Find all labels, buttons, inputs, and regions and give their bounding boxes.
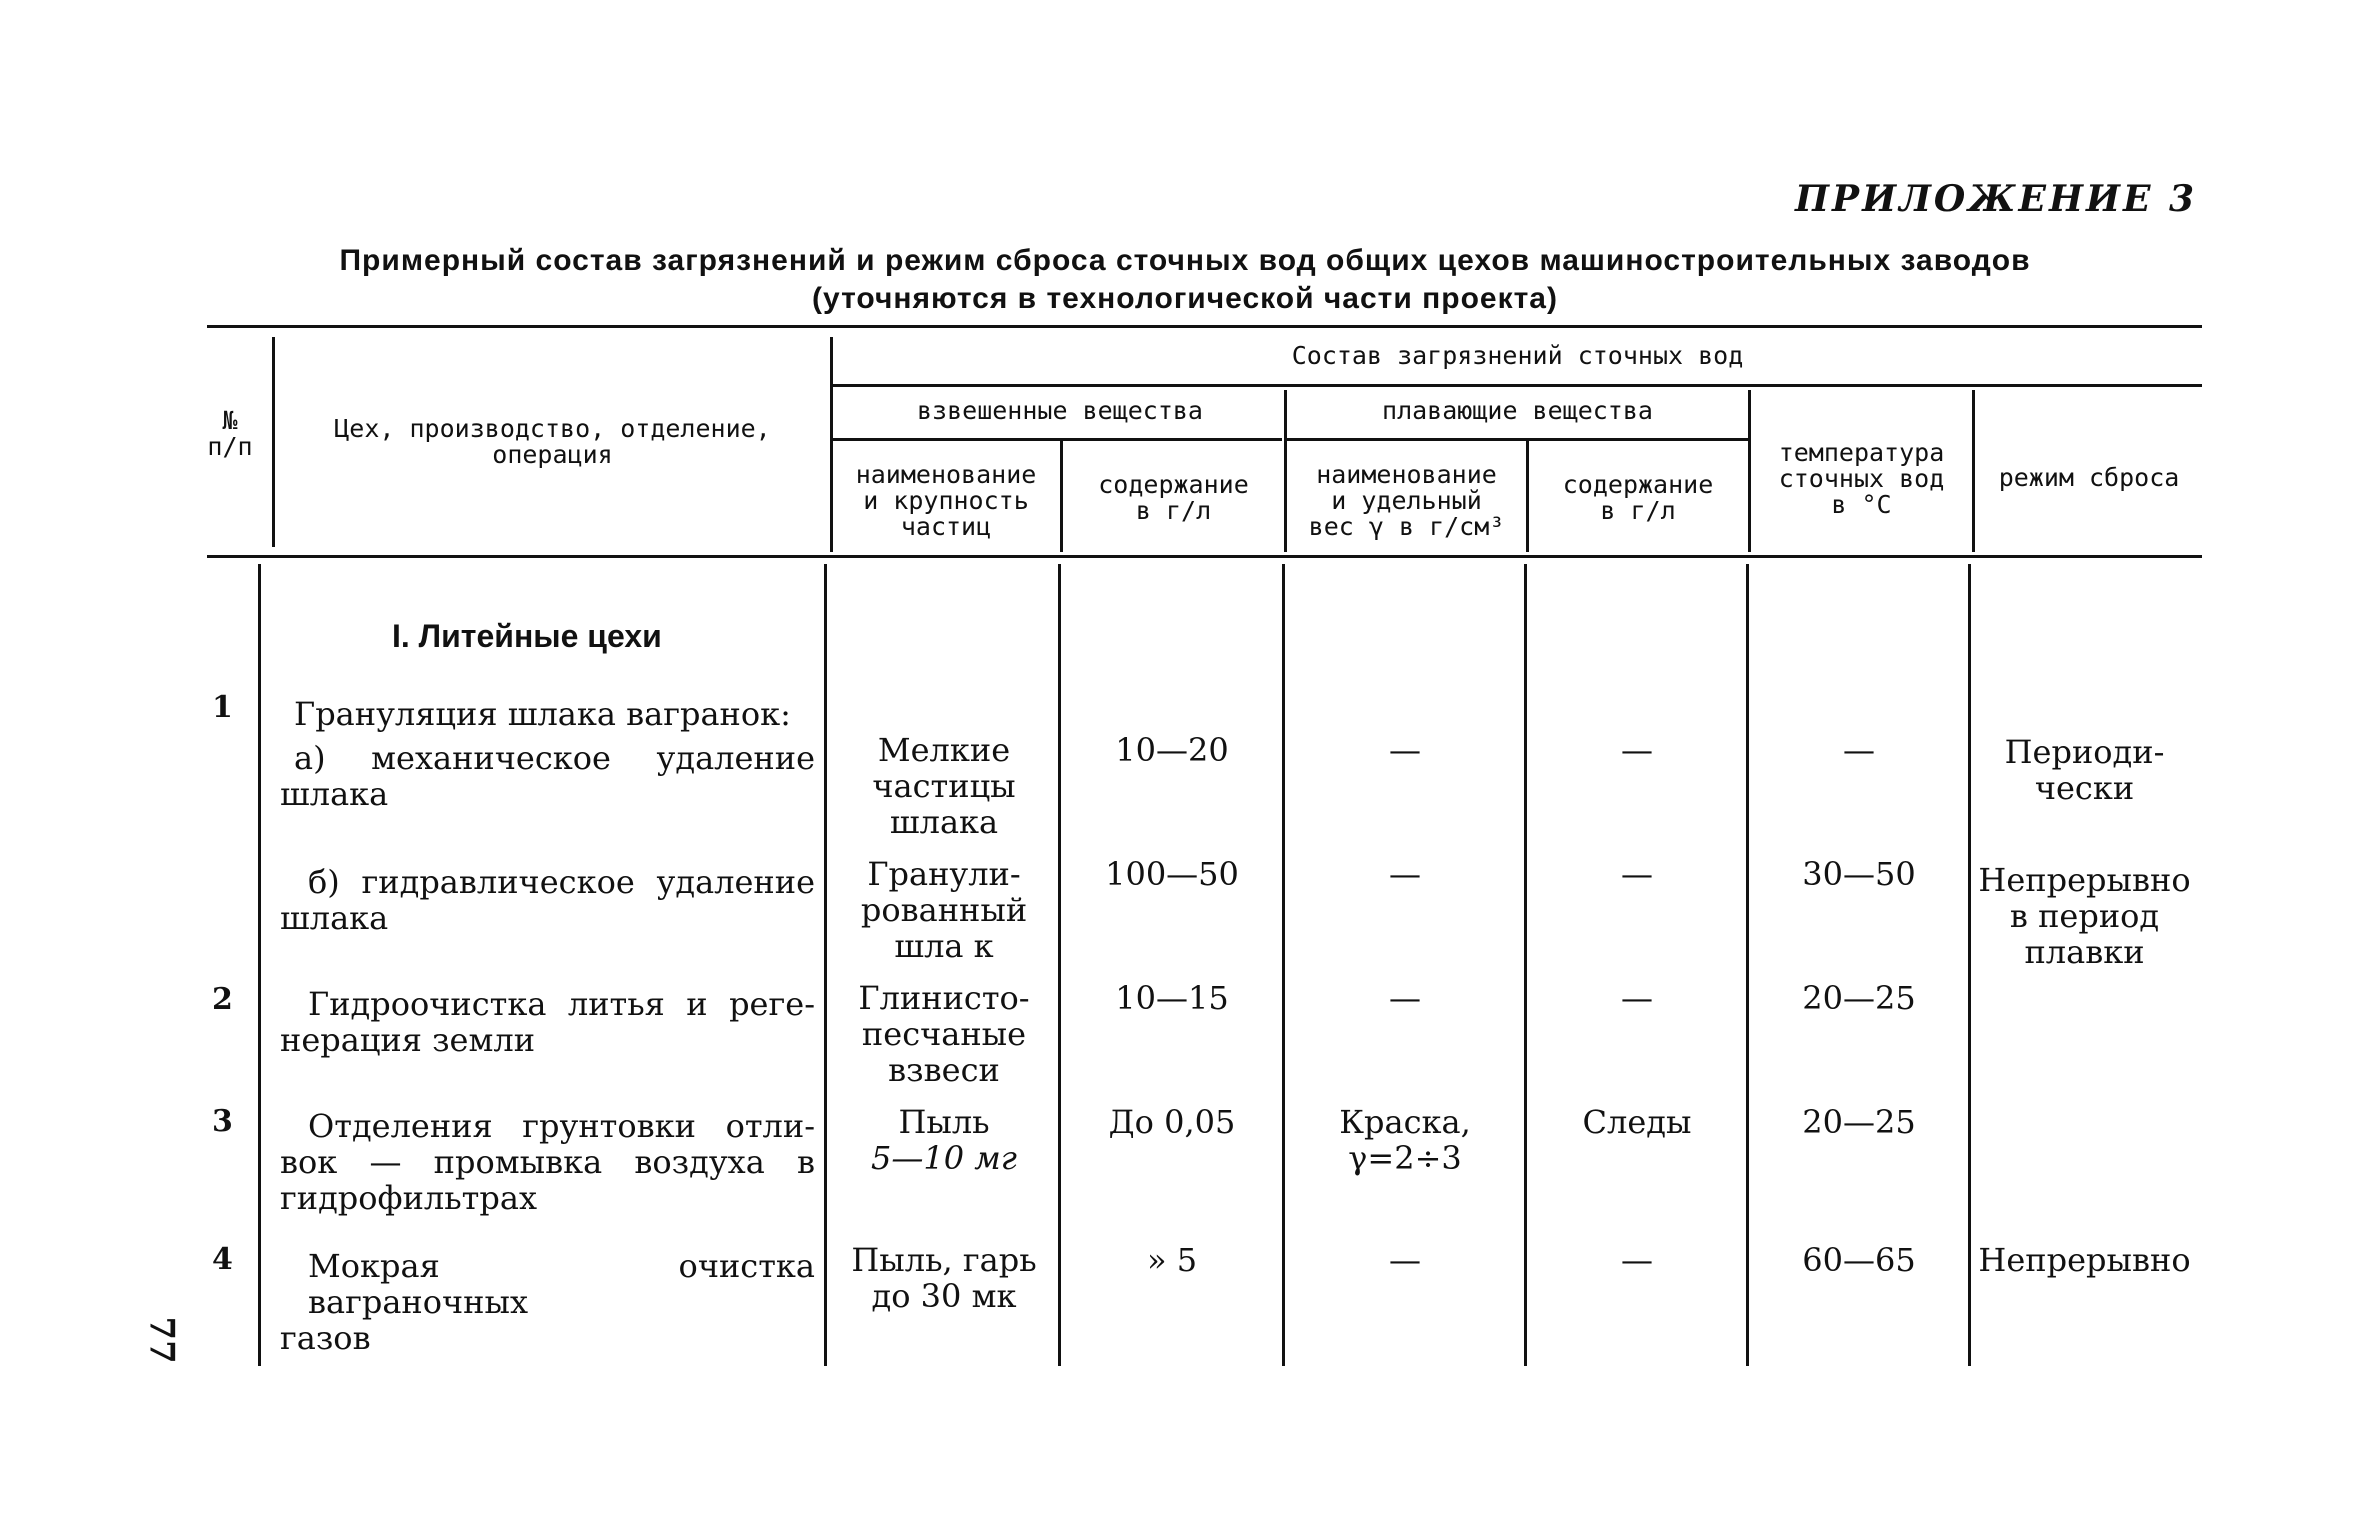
hdr-vline-3 [1060, 440, 1063, 552]
page-number: 77 [141, 1316, 182, 1364]
row4-floating-content: — [1621, 1241, 1653, 1279]
row4-shop: Мокрая очистка ваграночных газов [280, 1247, 815, 1357]
header-num: № п/п [207, 406, 253, 461]
header-temperature: температура сточных вод в °С [1778, 438, 1945, 519]
body-vline-4 [1282, 564, 1285, 1366]
hdr-vline-5 [1526, 440, 1529, 552]
header-suspended: взвешенные вещества [917, 396, 1203, 425]
suspended-rule [832, 438, 1282, 441]
header-suspended-content: содержание в г/л [1098, 470, 1249, 525]
table-top-rule [207, 325, 2202, 328]
body-vline-6 [1746, 564, 1749, 1366]
table-title-line1: Примерный состав загрязнений и режим сброса сточных вод общих цехов машиностроительных заводов [339, 244, 2031, 277]
row1b-floating-content: — [1621, 855, 1653, 893]
row3-temperature: 20—25 [1802, 1103, 1916, 1141]
row1a-suspended-content: 10—20 [1115, 731, 1229, 769]
header-floating: плавающие вещества [1382, 396, 1653, 425]
row4-mode: Непрерывно [1978, 1241, 2191, 1279]
row2-floating-content: — [1621, 979, 1653, 1017]
floating-rule [1286, 438, 1748, 441]
body-vline-7 [1968, 564, 1971, 1366]
row1b-mode: Непрерывно в период плавки [1978, 861, 2191, 971]
row1a-floating-name: — [1389, 731, 1421, 769]
row2-floating-name: — [1389, 979, 1421, 1017]
row1a-floating-content: — [1621, 731, 1653, 769]
row1b-floating-name: — [1389, 855, 1421, 893]
header-floating-content: содержание в г/л [1562, 470, 1714, 525]
row2-suspended-content: 10—15 [1115, 979, 1229, 1017]
header-floating-name: наименование и удельный вес γ в г/см³ [1308, 460, 1505, 541]
row4-temperature: 60—65 [1802, 1241, 1916, 1279]
composition-rule [832, 384, 2202, 387]
row1-number: 1 [212, 690, 233, 725]
row1b-suspended-name: Гранули- рованный шла к [860, 855, 1028, 965]
row1a-suspended-name: Мелкие частицы шлака [872, 731, 1016, 841]
body-vline-1 [258, 564, 261, 1366]
hdr-vline-1 [272, 337, 275, 547]
hdr-vline-4 [1284, 390, 1287, 552]
row4-suspended-name: Пыль, гарь до 30 мк [851, 1241, 1037, 1315]
hdr-vline-2 [830, 337, 833, 552]
hdr-vline-6 [1748, 390, 1751, 552]
row3-suspended-content: До 0,05 [1108, 1103, 1236, 1141]
row1a-mode: Периоди- чески [2004, 733, 2165, 807]
header-suspended-name: наименование и крупность частиц [855, 460, 1037, 541]
row3-number: 3 [212, 1104, 233, 1139]
row3-suspended-name: Пыль 5—10 мг [871, 1103, 1017, 1177]
row3-floating-content: Следы [1582, 1103, 1692, 1141]
row2-number: 2 [212, 982, 233, 1017]
row3-floating-name: Краска, γ=2÷3 [1339, 1103, 1471, 1177]
row2-shop: Гидроочистка литья и реге- нерация земли [280, 985, 815, 1059]
row4-number: 4 [212, 1242, 233, 1277]
body-vline-2 [824, 564, 827, 1366]
row4-floating-name: — [1389, 1241, 1421, 1279]
row1b-temperature: 30—50 [1802, 855, 1916, 893]
header-shop: Цех, производство, отделение, операция [334, 414, 771, 469]
row4-suspended-content: » 5 [1146, 1241, 1198, 1279]
appendix-label: ПРИЛОЖЕНИЕ 3 [1794, 178, 2197, 220]
row1-title: Грануляция шлака вагранок: [294, 695, 791, 733]
header-bottom-rule [207, 555, 2202, 558]
row1a-temperature: — [1843, 731, 1875, 769]
row2-suspended-name: Глинисто- песчаные взвеси [858, 979, 1030, 1089]
row2-temperature: 20—25 [1802, 979, 1916, 1017]
body-vline-3 [1058, 564, 1061, 1366]
row1b-shop: б) гидравлическое удаление шлака [280, 863, 815, 937]
row1a-shop: а) механическое удаление шлака [280, 739, 815, 813]
hdr-vline-7 [1972, 390, 1975, 552]
section-heading: I. Литейные цехи [392, 618, 662, 654]
body-vline-5 [1524, 564, 1527, 1366]
row3-shop: Отделения грунтовки отли- вок — промывка воздуха в гидрофильтрах [280, 1107, 815, 1217]
row1b-suspended-content: 100—50 [1105, 855, 1239, 893]
header-composition: Состав загрязнений сточных вод [1291, 341, 1744, 370]
table-title-line2: (уточняются в технологической части проекта) [812, 282, 1558, 315]
header-mode: режим сброса [1998, 463, 2180, 492]
